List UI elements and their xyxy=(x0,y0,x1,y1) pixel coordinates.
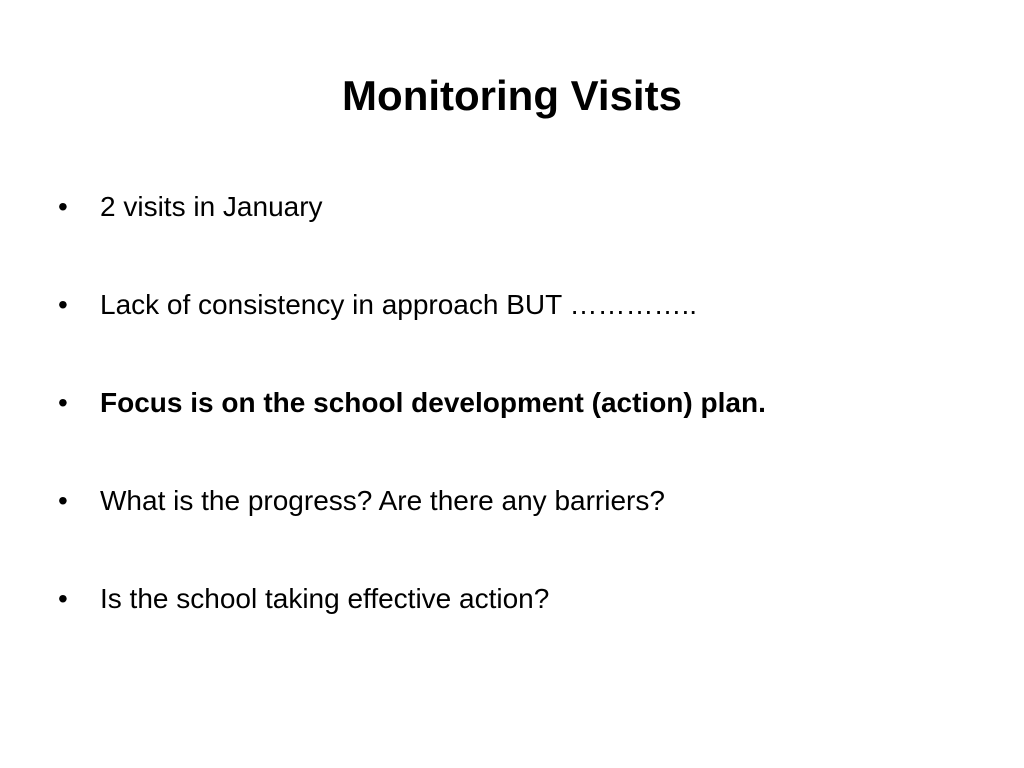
bullet-icon: • xyxy=(58,485,68,516)
bullet-icon: • xyxy=(58,191,68,222)
bullet-text: Is the school taking effective action? xyxy=(100,583,550,614)
bullet-icon: • xyxy=(58,289,68,320)
bullet-icon: • xyxy=(58,583,68,614)
bullet-item xyxy=(58,577,988,675)
bullet-item xyxy=(58,479,988,577)
bullet-text: Focus is on the school development (action) plan. xyxy=(100,387,766,418)
bullet-text: What is the progress? Are there any barriers? xyxy=(100,485,665,516)
bullet-item xyxy=(58,283,988,381)
bullet-icon: • xyxy=(58,387,68,418)
slide-title: Monitoring Visits xyxy=(342,72,682,119)
bullet-item xyxy=(58,185,988,283)
bullet-list xyxy=(58,185,988,675)
bullet-item xyxy=(58,381,988,479)
bullet-text: 2 visits in January xyxy=(100,191,323,222)
bullet-text: Lack of consistency in approach BUT ………….. xyxy=(100,289,698,320)
